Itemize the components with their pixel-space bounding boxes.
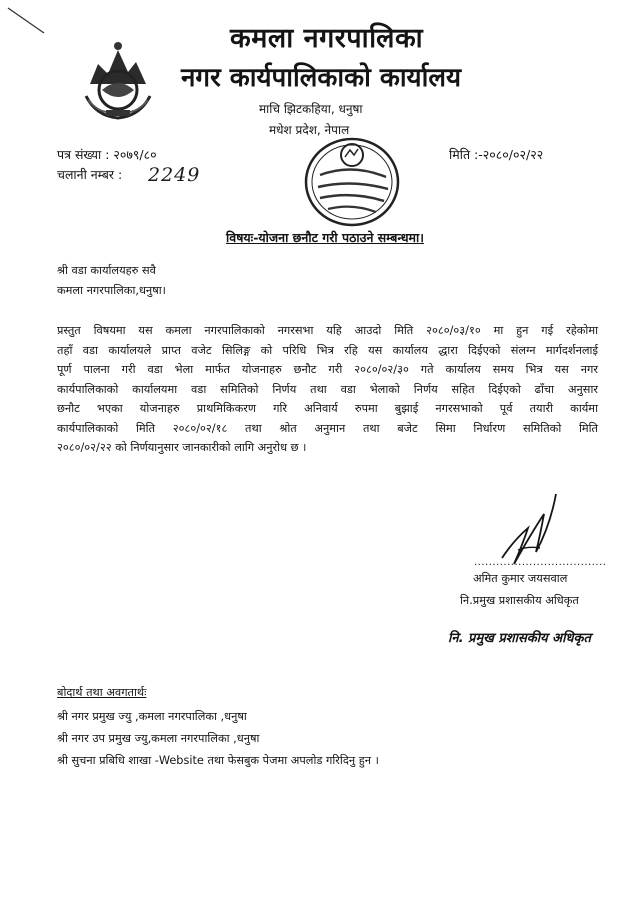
cc-item: श्री सुचना प्रबिधि शाखा -Website तथा फेसबुक पेजमा अपलोड गरिदिनु हुन । <box>57 754 379 767</box>
recipient-line-2: कमला नगरपालिका,धनुषा। <box>57 284 166 297</box>
body-line: पूर्ण पालना गरी वडा भेला मार्फत योजनाहरु छनौट गरी २०८०/०२/३० गते कार्यालय समय भित्र यस नगर <box>57 363 598 376</box>
cc-item: श्री नगर प्रमुख ज्यु ,कमला नगरपालिका ,धनुषा <box>57 710 247 723</box>
body-line: कार्यपालिकाको मिति २०८०/०२/१८ तथा श्रोत अनुमान तथा बजेट सिमा निर्धारण समितिको मिति <box>57 421 598 435</box>
address-line-2: मधेश प्रदेश, नेपाल <box>269 123 350 137</box>
corner-pen-mark <box>0 0 50 40</box>
address-line-1: माचि झिटकहिया, धनुषा <box>259 102 363 116</box>
office-subtitle: नगर कार्यपालिकाको कार्यालय <box>181 63 462 93</box>
body-paragraph <box>57 323 598 463</box>
letter-date: मिति :-२०८०/०२/२२ <box>449 147 544 162</box>
title-stamp: नि. प्रमुख प्रशासकीय अधिकृत <box>448 631 591 646</box>
body-line: कार्यपालिकाको कार्यालयमा वडा समितिको निर्णय तथा वडा भेलाको निर्णय सहित दिईएको ढाँचा अनुसार <box>57 382 598 396</box>
page-title: कमला नगरपालिका <box>230 23 424 54</box>
dispatch-number-label: चलानी नम्बर : <box>57 167 123 182</box>
signature-dots: .................................... <box>474 557 607 568</box>
cc-heading: बोदार्थ तथा अवगतार्थः <box>57 686 147 699</box>
signatory-title: नि.प्रमुख प्रशासकीय अधिकृत <box>460 594 579 607</box>
body-line: तहाँ वडा कार्यालयले प्राप्त वजेट सिलिङ्ग को परिधि भित्र रहि यस कार्यालय द्धारा दिईएको संलग्न मार्गदर्शनलाई <box>57 343 598 357</box>
signatory-name: अमित कुमार जयसवाल <box>473 572 568 585</box>
subject-line: विषयः-योजना छनौट गरी पठाउने सम्बन्धमा। <box>226 230 424 245</box>
letter-number: पत्र संख्या : २०७९/८० <box>57 147 157 162</box>
nepal-emblem-logo <box>78 38 158 120</box>
body-line: छनौट भएका योजनाहरु प्राथमिकिकरण गरि अनिवार्य रुपमा बुझाई नगरसभाको पूर्व तयारी कार्यमा <box>57 402 598 415</box>
cc-item: श्री नगर उप प्रमुख ज्यु,कमला नगरपालिका ,धनुषा <box>57 732 260 745</box>
recipient-line-1: श्री वडा कार्यालयहरु सवै <box>57 264 156 277</box>
dispatch-number-handwritten: 2249 <box>148 164 201 186</box>
body-line: प्रस्तुत विषयमा यस कमला नगरपालिकाको नगरसभा यहि आउदो मिति २०८०/०३/१० मा हुन गई रहेकोमा <box>57 324 598 337</box>
office-seal-stamp <box>302 135 402 229</box>
body-line: २०८०/०२/२२ को निर्णयानुसार जानकारीको लागि अनुरोध छ । <box>57 441 307 454</box>
